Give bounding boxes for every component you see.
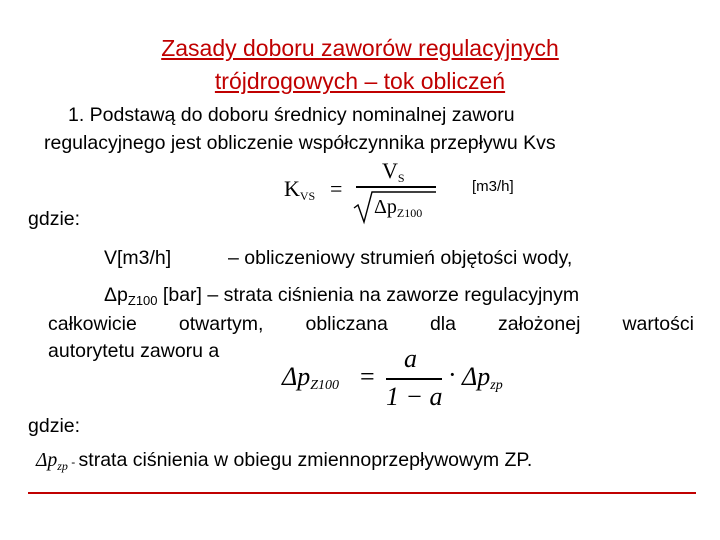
formula-dp-lhs [282, 362, 339, 392]
title-line-2: trójdrogowych – tok obliczeń [214, 68, 506, 94]
formula-kvs-symbol: K [284, 176, 300, 201]
formula-kvs-numerator-symbol: V [382, 158, 398, 183]
formula-dp-denominator: 1 − a [386, 382, 443, 411]
formula-dp-lhs-symbol: Δp [282, 362, 311, 391]
formula-dp-dot: · [448, 360, 457, 389]
formula-dp-fraction-bar [386, 378, 442, 380]
where-label-1: gdzie: [28, 208, 81, 230]
v-definition: – obliczeniowy strumień objętości wody, [228, 247, 573, 269]
formula-dp-numerator: a [404, 344, 417, 373]
point-1-line-1: 1. Podstawą do doboru średnicy nominalnej zaworu [68, 104, 515, 126]
dp-subscript: Z100 [127, 293, 158, 308]
formula-dp-equals: = [360, 362, 375, 391]
zp-symbol: Δp [36, 450, 58, 471]
formula-kvs-equals: = [330, 176, 343, 201]
formula-kvs-unit: [m3/h] [472, 178, 514, 195]
dp-unit: [bar] [157, 284, 202, 306]
page-title [60, 32, 660, 98]
dp-definition-line-2: całkowicie otwartym, obliczana dla założonej wartości [48, 313, 694, 335]
where-label-2: gdzie: [28, 415, 81, 437]
zp-definition [36, 447, 532, 475]
dp-definition-line-1 [104, 282, 579, 308]
formula-kvs-subscript: VS [299, 189, 316, 203]
formula-kvs-denominator-subscript: Z100 [396, 206, 423, 220]
zp-subscript: zp [57, 459, 68, 473]
zp-definition-text: strata ciśnienia w obiegu zmiennoprzepływowym ZP. [78, 449, 533, 471]
formula-kvs-lhs [284, 176, 315, 202]
zp-dash: - [67, 455, 79, 469]
formula-kvs-denominator-symbol: Δp [374, 196, 397, 218]
dp-definition-text: – strata ciśnienia na zaworze regulacyjnym [201, 284, 580, 306]
formula-kvs-numerator-subscript: S [397, 171, 405, 185]
formula-kvs-numerator [382, 158, 405, 184]
formula-dp-lhs-subscript: Z100 [310, 378, 340, 393]
dp-symbol: Δp [104, 284, 128, 306]
bottom-divider [28, 492, 696, 494]
v-symbol: V[m3/h] [104, 247, 172, 269]
title-line-1: Zasady doboru zaworów regulacyjnych [161, 35, 559, 61]
formula-dp-rhs-subscript: zp [490, 378, 503, 393]
formula-dp-rhs-symbol: Δp [462, 362, 491, 391]
dp-definition-line-3: autorytetu zaworu a [48, 340, 220, 362]
formula-dp-rhs [462, 362, 503, 392]
formula-kvs-denominator [374, 196, 422, 219]
point-1-line-2: regulacyjnego jest obliczenie współczynnika przepływu Kvs [44, 132, 556, 154]
